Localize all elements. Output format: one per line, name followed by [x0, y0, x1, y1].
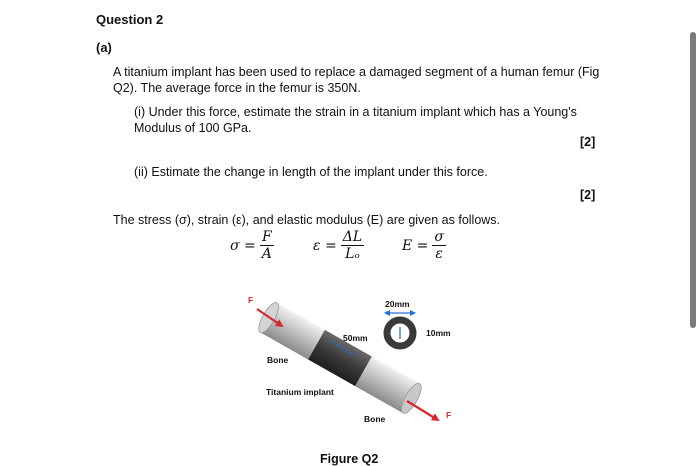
strain-denominator: Lₒ	[345, 246, 360, 262]
modulus-denominator: ε	[435, 246, 443, 262]
stress-lhs: σ =	[230, 237, 256, 254]
given-statement: The stress (σ), strain (ε), and elastic modulus (E) are given as follows.	[113, 213, 501, 227]
modulus-numerator: σ	[434, 229, 444, 245]
stress-numerator: F	[261, 229, 272, 245]
bone-label-left: Bone	[267, 355, 289, 365]
intro-line-1: A titanium implant has been used to replace a damaged segment of a human femur (Fig	[113, 65, 600, 79]
part-label: (a)	[96, 40, 112, 55]
subquestion-i-line-2: Modulus of 100 GPa.	[134, 121, 252, 135]
force-label-left: F	[248, 295, 254, 305]
bone-label-right: Bone	[364, 414, 386, 424]
modulus-lhs: E =	[402, 237, 429, 254]
mark-i: [2]	[580, 135, 596, 149]
subquestion-i-line-1: (i) Under this force, estimate the strain in a titanium implant which has a Young's	[134, 105, 577, 119]
subquestion-ii: (ii) Estimate the change in length of the implant under this force.	[134, 165, 488, 179]
mark-ii: [2]	[580, 188, 596, 202]
figure-caption: Figure Q2	[320, 452, 379, 466]
strain-lhs: ε =	[313, 237, 337, 254]
length-label: 50mm	[343, 333, 368, 343]
implant-label: Titanium implant	[266, 387, 334, 397]
strain-numerator: ΔL	[342, 229, 363, 245]
force-label-right: F	[446, 410, 452, 420]
outer-diameter-label: 20mm	[385, 299, 410, 309]
intro-line-2: Q2). The average force in the femur is 350N.	[113, 81, 361, 95]
force-arrow-right	[407, 401, 438, 420]
question-title: Question 2	[96, 12, 164, 27]
inner-diameter-label: 10mm	[426, 328, 451, 338]
stress-denominator: A	[261, 246, 272, 262]
